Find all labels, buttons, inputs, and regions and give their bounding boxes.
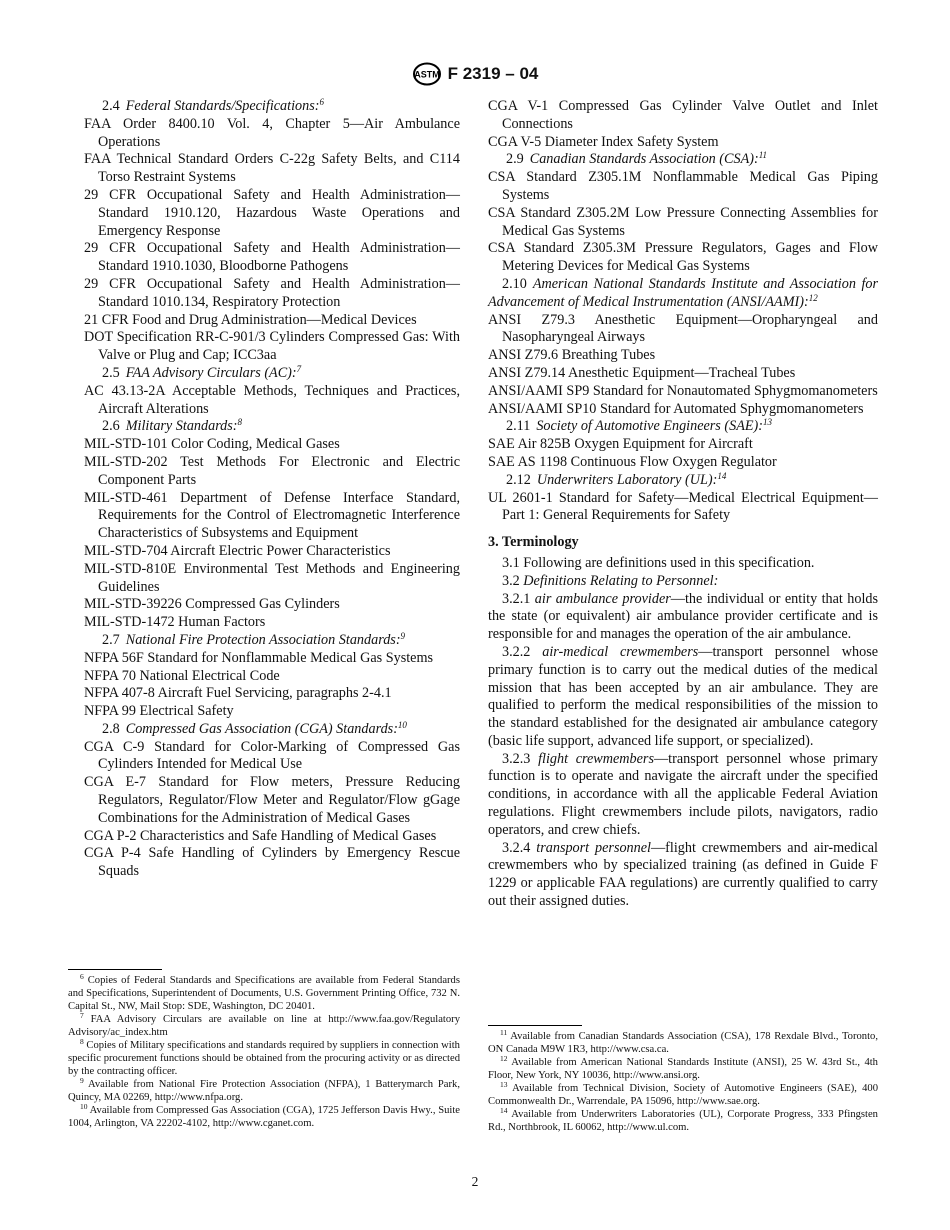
section-number: 2.12 (506, 471, 531, 488)
defined-term: air ambulance provider (534, 590, 671, 607)
reference-entry: MIL-STD-39226 Compressed Gas Cylinders (84, 596, 340, 613)
footnote (68, 1039, 460, 1078)
section-heading: 3. Terminology (488, 534, 579, 551)
footnote-number: 13 (500, 1080, 508, 1089)
definition-text: —transport personnel whose primary function is to operate and navigate the aircraft under the specified conditions, in accordance with all the applicable Federal Aviation regulations. Flight crewmembers include pilots, navigators, radio operators, and crew chiefs. (488, 750, 878, 838)
footnote-number: 14 (500, 1106, 508, 1115)
definition-paragraph (488, 751, 878, 840)
reference-entry: CGA C-9 Standard for Color-Marking of Compressed Gas Cylinders Intended for Medical Use (84, 738, 460, 773)
footnote-marker: 12 (808, 292, 818, 303)
footnotes-left (68, 969, 460, 1130)
reference-entry: MIL-STD-101 Color Coding, Medical Gases (84, 436, 340, 453)
reference-entry: NFPA 56F Standard for Nonflammable Medical Gas Systems (84, 649, 434, 666)
footnote (68, 1078, 460, 1104)
footnote-rule (488, 1025, 582, 1026)
reference-entry: FAA Technical Standard Orders C-22g Safety Belts, and C114 Torso Restraint Systems (84, 151, 460, 186)
reference-entry: FAA Order 8400.10 Vol. 4, Chapter 5—Air Ambulance Operations (84, 115, 460, 150)
reference-entry: MIL-STD-461 Department of Defense Interface Standard, Requirements for the Control of Electromagnetic Interference Characteristics of Subsystems and Equipment (84, 489, 460, 542)
footnote (488, 1056, 878, 1082)
reference-entry: CSA Standard Z305.1M Nonflammable Medical Gas Piping Systems (488, 169, 878, 203)
reference-entry: ANSI Z79.3 Anesthetic Equipment—Oropharyngeal and Nasopharyngeal Airways (488, 311, 878, 346)
reference-entry: CSA Standard Z305.2M Low Pressure Connecting Assemblies for Medical Gas Systems (488, 204, 878, 239)
paragraph-number: 3.2.3 (502, 750, 531, 767)
paragraph-number: 3.2 (502, 572, 520, 589)
footnote-rule (68, 969, 162, 970)
reference-entry: 29 CFR Occupational Safety and Health Administration—Standard 1010.134, Respiratory Protection (84, 275, 460, 310)
definition-paragraph (488, 573, 878, 591)
footnote-marker: 6 (319, 97, 324, 107)
footnote-number: 11 (500, 1028, 508, 1037)
reference-entry: 29 CFR Occupational Safety and Health Administration—Standard 1910.1030, Bloodborne Pathogens (84, 240, 460, 275)
section-heading (488, 276, 878, 312)
defined-term: transport personnel (536, 839, 651, 856)
footnote (68, 1013, 460, 1039)
definition-text: 3.1 Following are definitions used in this specification. (502, 554, 815, 571)
section-number: 2.9 (506, 151, 524, 168)
section-number: 2.6 (102, 418, 120, 435)
definition-text: —transport personnel whose primary function is to carry out the medical duties of the medical mission that has been accepted by an air ambulance. They are qualified to perform the medical responsibilities of the mission to the standard established for the designated air ambulance category (basic life support, advanced life support, or specialized). (488, 643, 879, 749)
section-heading (84, 98, 460, 116)
paragraph-number: 3.2.1 (502, 590, 531, 607)
section-title: Canadian Standards Association (CSA): (529, 151, 759, 168)
astm-logo-text: ASTM (413, 69, 440, 80)
reference-entry: UL 2601-1 Standard for Safety—Medical Electrical Equipment—Part 1: General Requirements for Safety (488, 489, 878, 524)
section-heading (488, 418, 878, 436)
section-number: 2.5 (102, 364, 120, 381)
reference-entry: MIL-STD-202 Test Methods For Electronic and Electric Component Parts (84, 453, 460, 488)
section-heading (84, 632, 460, 650)
definition-paragraph (488, 591, 878, 644)
section-heading (84, 721, 460, 739)
paragraph-number: 3.2.2 (502, 643, 531, 660)
section-title: National Fire Protection Association Standards: (125, 631, 401, 648)
astm-logo-icon (412, 62, 442, 86)
section-title: American National Standards Institute and Association for Advancement of Medical Instrumentation (ANSI/AAMI): (488, 275, 878, 310)
section-number: 2.7 (102, 631, 120, 648)
section-title: Military Standards: (125, 418, 238, 435)
reference-entry: MIL-STD-810E Environmental Test Methods and Engineering Guidelines (84, 560, 460, 595)
reference-entry: NFPA 407-8 Aircraft Fuel Servicing, paragraphs 2-4.1 (84, 685, 392, 702)
reference-entry: NFPA 99 Electrical Safety (84, 703, 234, 720)
footnote-text: Available from Compressed Gas Association (CGA), 1725 Jefferson Davis Hwy., Suite 1004, Arlington, VA 22202-4102, http://www.cganet.com. (68, 1105, 460, 1129)
footnote (68, 1104, 460, 1130)
footnote-number: 8 (80, 1037, 84, 1046)
section-number: 2.10 (502, 275, 527, 292)
footnote-text: Available from Underwriters Laboratories (UL), Corporate Progress, 333 Pfingsten Rd., Northbrook, IL 60062, http://www.ul.com. (488, 1109, 878, 1133)
right-column (488, 98, 878, 911)
definition-paragraph (488, 555, 878, 573)
footnote-number: 7 (80, 1011, 84, 1020)
section-title: Compressed Gas Association (CGA) Standards: (125, 720, 398, 737)
section-title: Underwriters Laboratory (UL): (536, 471, 718, 488)
section-number: 2.4 (102, 98, 120, 114)
standard-designation: F 2319 – 04 (447, 64, 539, 83)
reference-entry: ANSI/AAMI SP9 Standard for Nonautomated Sphygmomanometers (488, 382, 878, 399)
footnote (488, 1108, 878, 1134)
footnote-text: Available from National Fire Protection Association (NFPA), 1 Batterymarch Park, Quincy, MA 02269, http://www.nfpa.org. (68, 1079, 460, 1103)
section-title: FAA Advisory Circulars (AC): (125, 364, 297, 381)
footnote-text: Available from Canadian Standards Association (CSA), 178 Rexdale Blvd., Toronto, ON Canada M9W 1R3, http://www.csa.ca. (488, 1031, 878, 1055)
reference-entry: MIL-STD-1472 Human Factors (84, 614, 266, 631)
section-heading (488, 151, 878, 169)
reference-entry: DOT Specification RR-C-901/3 Cylinders Compressed Gas: With Valve or Plug and Cap; ICC3aa (84, 329, 460, 364)
footnote-marker: 9 (400, 630, 406, 641)
reference-entry: CSA Standard Z305.3M Pressure Regulators, Gages and Flow Metering Devices for Medical Gas Systems (488, 240, 878, 275)
reference-entry: SAE Air 825B Oxygen Equipment for Aircraft (488, 436, 753, 453)
reference-entry: SAE AS 1198 Continuous Flow Oxygen Regulator (488, 453, 777, 470)
defined-term: Definitions Relating to Personnel: (523, 572, 719, 589)
reference-entry: 29 CFR Occupational Safety and Health Administration—Standard 1910.120, Hazardous Waste Operations and Emergency Response (84, 186, 460, 239)
footnote (488, 1030, 878, 1056)
left-column (84, 98, 460, 881)
reference-entry: ANSI Z79.6 Breathing Tubes (488, 347, 656, 364)
footnote-number: 9 (80, 1076, 84, 1085)
section-heading (84, 365, 460, 383)
section-heading (488, 472, 878, 490)
reference-entry: CGA V-1 Compressed Gas Cylinder Valve Outlet and Inlet Connections (488, 98, 878, 132)
defined-term: air-medical crewmembers (542, 643, 699, 660)
footnote-marker: 14 (717, 470, 727, 481)
definition-paragraph (488, 644, 878, 751)
footnote-text: Copies of Military specifications and standards required by suppliers in connection with specific procurement functions should be obtained from the procuring activity or as directed by the contracting officer. (68, 1040, 460, 1077)
reference-entry: CGA P-4 Safe Handling of Cylinders by Emergency Rescue Squads (84, 845, 460, 880)
reference-entry: ANSI/AAMI SP10 Standard for Automated Sphygmomanometers (488, 400, 864, 417)
definition-paragraph (488, 840, 878, 911)
reference-entry: CGA P-2 Characteristics and Safe Handling of Medical Gases (84, 827, 437, 844)
footnotes-right (488, 1025, 878, 1134)
section-title: Society of Automotive Engineers (SAE): (536, 418, 763, 435)
footnote-marker: 7 (296, 363, 302, 374)
reference-entry: 21 CFR Food and Drug Administration—Medical Devices (84, 311, 417, 328)
definition-text: —flight crewmembers and air-medical crewmembers who by specialized training (as defined in Guide F 1229 or applicable FAA regulations) are currently qualified to carry out their assigned duties. (488, 839, 878, 910)
definition-text: —the individual or entity that holds the state (or equivalent) air ambulance provider certificate and is responsible for and manages the operation of the air ambulance. (488, 590, 879, 643)
reference-entry: NFPA 70 National Electrical Code (84, 667, 280, 684)
reference-entry: AC 43.13-2A Acceptable Methods, Techniques and Practices, Aircraft Alterations (84, 382, 460, 417)
page-header (0, 62, 950, 86)
reference-entry: CGA V-5 Diameter Index Safety System (488, 133, 719, 150)
footnote-text: Available from American National Standards Institute (ANSI), 25 W. 43rd St., 4th Floor, New York, NY 10036, http://www.ansi.org. (488, 1057, 878, 1081)
section-number: 2.11 (506, 418, 531, 435)
footnote-marker: 11 (758, 150, 768, 161)
footnote-marker: 13 (762, 417, 772, 428)
footnote-number: 6 (80, 972, 84, 981)
footnote-text: Available from Technical Division, Society of Automotive Engineers (SAE), 400 Commonwealth Dr., Warrendale, PA 15096, http://www.sae.org. (488, 1083, 878, 1107)
defined-term: flight crewmembers (538, 750, 654, 767)
section-number: 2.8 (102, 720, 120, 737)
footnote (488, 1082, 878, 1108)
footnote-text: Copies of Federal Standards and Specifications are available from Federal Standards and Specifications, Superintendent of Documents, U.S. Government Printing Office, 732 N. Capital St., NW, Mail Stop: SDE, Washington, DC 20401. (68, 975, 460, 1012)
footnote-marker: 10 (397, 719, 407, 730)
footnote-text: FAA Advisory Circulars are available on line at http://www.faa.gov/Regulatory Advisory/ac_index.htm (68, 1014, 461, 1038)
page-number: 2 (471, 1174, 479, 1189)
reference-entry: ANSI Z79.14 Anesthetic Equipment—Tracheal Tubes (488, 364, 796, 381)
reference-entry: MIL-STD-704 Aircraft Electric Power Characteristics (84, 542, 391, 559)
footnote-number: 12 (500, 1054, 508, 1063)
footnote-number: 10 (80, 1102, 88, 1111)
paragraph-number: 3.2.4 (502, 839, 531, 856)
section-title: Federal Standards/Specifications: (125, 98, 320, 114)
reference-entry: CGA E-7 Standard for Flow meters, Pressure Reducing Regulators, Regulator/Flow Meter and Regulator/Flow gGage Combinations for the Administration of Medical Gases (84, 774, 460, 826)
footnote-marker: 8 (237, 417, 243, 428)
section-heading (84, 418, 460, 436)
footnote (68, 974, 460, 1013)
